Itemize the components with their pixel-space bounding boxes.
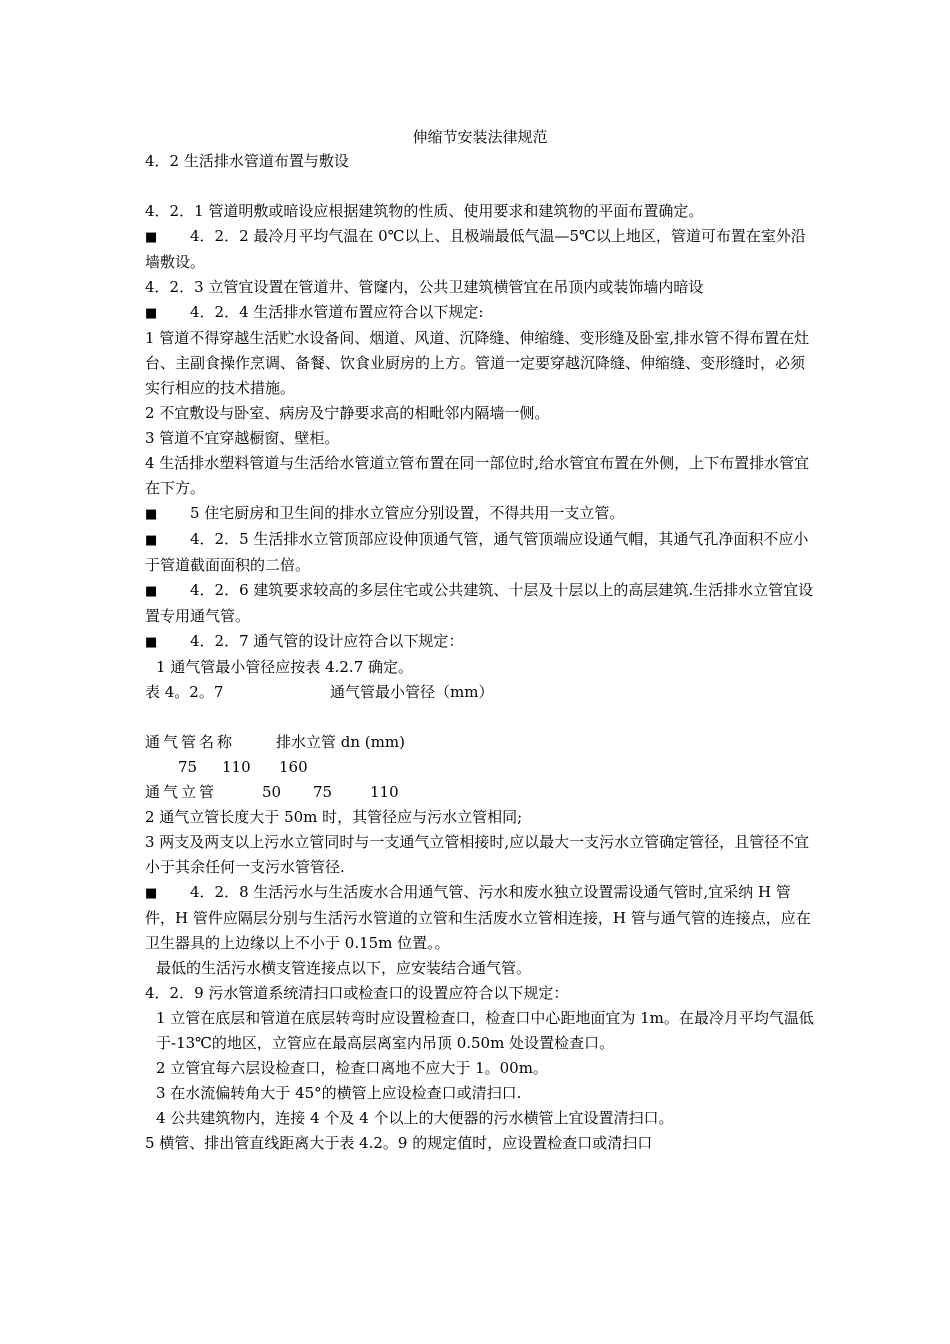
vent-size-75: 75 (313, 783, 333, 801)
clause-4-2-6 (145, 578, 815, 629)
table-data-row (145, 780, 815, 805)
bullet-icon: ■ (145, 533, 158, 548)
clause-4-2-9: 4．2．9 污水管道系统清扫口或检查口的设置应符合以下规定： (145, 984, 569, 1002)
blank-line (145, 174, 815, 199)
table-label: 表 4。2。7 (145, 683, 224, 701)
clause-text: 4．2．8 生活污水与生活废水合用通气管、污水和废水独立设置需设通气管时,宜采纳 H 管件，H 管件应隔层分别与生活污水管道的立管和生活废水立管相连接，H 管与通气管的连接点，应在卫生器具的上边缘以上不小于 0.15m 位置。。 (145, 883, 811, 952)
clause-4-2-2 (145, 224, 815, 275)
clause-4-2-7-item-3: 3 两支及两支以上污水立管同时与一支通气立管相接时,应以最大一支污水立管确定管径，且管径不宜小于其余任何一支污水管管径. (145, 833, 810, 876)
clause-text: 5 住宅厨房和卫生间的排水立管应分别设置，不得共用一支立管。 (190, 504, 625, 522)
document-body (145, 125, 815, 1156)
clause-text: 4．2．6 建筑要求较高的多层住宅或公共建筑、十层及十层以上的高层建筑.生活排水立管宜设置专用通气管。 (145, 581, 814, 625)
clause-4-2-7 (145, 629, 815, 655)
drain-size-75: 75 (178, 758, 198, 776)
clause-4-2-9-item-3: 3 在水流偏转角大于 45°的横管上应设检查口或清扫口. (156, 1084, 522, 1102)
table-title: 通气管最小管径（mm） (330, 683, 494, 701)
table-size-row (145, 755, 815, 780)
clause-4-2-9-item-1: 1 立管在底层和管道在底层转弯时应设置检查口，检查口中心距地面宜为 1m。在最冷月平均气温低于-13℃的地区，立管应在最高层离室内吊顶 0.50m 处设置检查口。 (156, 1009, 814, 1052)
clause-4-2-9-item-5: 5 横管、排出管直线距离大于表 4.2。9 的规定值时，应设置检查口或清扫口 (145, 1134, 653, 1152)
document-title: 伸缩节安装法律规范 (412, 128, 548, 146)
drain-size-110: 110 (222, 758, 251, 776)
bullet-icon: ■ (145, 886, 158, 901)
vent-size-50: 50 (262, 783, 282, 801)
clause-4-2-4-item-5 (145, 501, 815, 527)
clause-4-2-8 (145, 880, 815, 956)
clause-4-2-4-item-4: 4 生活排水塑料管道与生活给水管道立管布置在同一部位时,给水管宜布置在外侧，上下布置排水管宜在下方。 (145, 454, 810, 497)
table-header-row (145, 730, 815, 755)
clause-4-2-5 (145, 527, 815, 578)
clause-text: 4．2．4 生活排水管道布置应符合以下规定: (190, 303, 484, 321)
clause-4-2-9-item-4: 4 公共建筑物内，连接 4 个及 4 个以上的大便器的污水横管上宜设置清扫口。 (156, 1109, 674, 1127)
clause-4-2-3: 4．2．3 立管宜设置在管道井、管窿内，公共卫建筑横管宜在吊顶内或装饰墙内暗设 (145, 278, 704, 296)
clause-4-2-7-item-1: 1 通气管最小管径应按表 4.2.7 确定。 (156, 658, 414, 676)
vent-size-110: 110 (370, 783, 399, 801)
drain-size-160: 160 (279, 758, 308, 776)
clause-4-2-8-note: 最低的生活污水横支管连接点以下，应安装结合通气管。 (156, 959, 532, 977)
bullet-icon: ■ (145, 584, 158, 599)
clause-4-2-9-item-2: 2 立管宜每六层设检查口，检查口离地不应大于 1。00m。 (156, 1059, 548, 1077)
clause-4-2-1: 4．2．1 管道明敷或暗设应根据建筑物的性质、使用要求和建筑物的平面布置确定。 (145, 202, 704, 220)
clause-4-2-7-item-2: 2 通气立管长度大于 50m 时，其管径应与污水立管相同; (145, 808, 523, 826)
clause-4-2-4-item-2: 2 不宜敷设与卧室、病房及宁静要求高的相毗邻内隔墙一侧。 (145, 404, 550, 422)
blank-line (145, 705, 815, 730)
table-caption (145, 680, 815, 705)
clause-4-2-4 (145, 300, 815, 326)
header-vent-name: 通气管名称 (145, 733, 236, 751)
bullet-icon: ■ (145, 230, 158, 245)
clause-text: 4．2．7 通气管的设计应符合以下规定： (190, 632, 464, 650)
bullet-icon: ■ (145, 306, 158, 321)
row-vent-name: 通气立管 (145, 783, 218, 801)
clause-4-2-4-item-1: 1 管道不得穿越生活贮水设备间、烟道、风道、沉降缝、伸缩缝、变形缝及卧室,排水管不得布置在灶台、主副食操作烹调、备餐、饮食业厨房的上方。管道一定要穿越沉降缝、伸缩缝、变形缝时，必须实行相应的技术措施。 (145, 329, 810, 397)
bullet-icon: ■ (145, 507, 158, 522)
section-heading: 4．2 生活排水管道布置与敷设 (145, 152, 349, 170)
clause-text: 4．2．2 最冷月平均气温在 0℃以上、且极端最低气温—5℃以上地区，管道可布置在室外沿墙敷设。 (145, 227, 806, 271)
bullet-icon: ■ (145, 635, 158, 650)
header-drain-size: 排水立管 dn (mm) (276, 733, 405, 751)
clause-text: 4．2．5 生活排水立管顶部应设伸顶通气管，通气管顶端应设通气帽，其通气孔净面积不应小于管道截面面积的二倍。 (145, 530, 809, 574)
clause-4-2-4-item-3: 3 管道不宜穿越橱窗、壁柜。 (145, 429, 340, 447)
